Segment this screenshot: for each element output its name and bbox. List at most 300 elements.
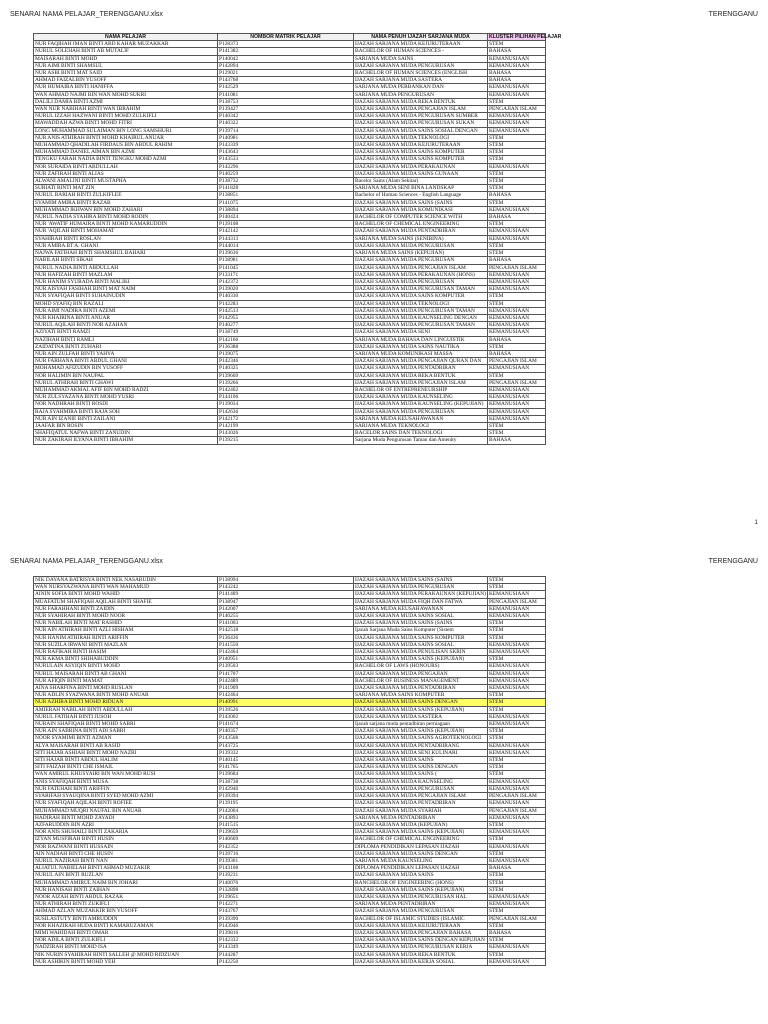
cell-nama-pelajar: JAAFAR BIN ROSIN <box>34 422 218 429</box>
table-row <box>34 307 546 314</box>
cell-nombor-matrik: P142489 <box>218 677 354 684</box>
table-row <box>34 394 546 401</box>
cell-kluster: STEM <box>488 937 546 944</box>
table-row <box>34 77 546 84</box>
cell-kluster: KEMANUSIAAN <box>488 415 546 422</box>
cell-nama-ijazah: IJAZAH SARJANA MUDA PENGAJIAN QURAN DAN <box>354 358 488 365</box>
cell-nama-pelajar: NUR FARAHHANI BINTI ZAIDIN <box>34 605 218 612</box>
table-row <box>34 228 546 235</box>
table-row <box>34 343 546 350</box>
cell-nama-ijazah: IJAZAH SARJANA MUDA SAINS (KEPUJIAN) <box>354 656 488 663</box>
table-row <box>34 944 546 951</box>
cell-nama-ijazah: SARJANA MUDA PERBANKAN DAN <box>354 84 488 91</box>
cell-nama-pelajar: MUHAMMAD AKMAL AFIF BIN MOHD RADZI <box>34 386 218 393</box>
cell-nama-pelajar: NUR FARHANA BINTI ABDUL GHANI <box>34 358 218 365</box>
cell-nama-ijazah: IJAZAH SARJANA MUDA SAINS DENGAN <box>354 850 488 857</box>
cell-nombor-matrik: P139195 <box>218 800 354 807</box>
cell-kluster: STEM <box>488 250 546 257</box>
cell-nombor-matrik: P140255 <box>218 613 354 620</box>
table-row <box>34 120 546 127</box>
cell-nama-pelajar: AZFARUDDIN BIN AZRI <box>34 821 218 828</box>
cell-nama-ijazah: IJAZAH SARJANA MUDA PENTADBIRAN <box>354 685 488 692</box>
cell-nama-ijazah: IJAZAH SARJANA MUDA SAINS ( <box>354 771 488 778</box>
table-row <box>34 278 546 285</box>
table-row <box>34 785 546 792</box>
cell-nama-pelajar: MUHAMMAD DANIEL AIMAN BIN AZMI <box>34 149 218 156</box>
cell-nama-pelajar: NUR FAQIHAH IMAN BINTI ABD KAHAR MUZAKKAR <box>34 41 218 48</box>
cell-nombor-matrik: P144313 <box>218 235 354 242</box>
cell-kluster: KEMANUSIAAN <box>488 778 546 785</box>
cell-nombor-matrik: P138981 <box>218 257 354 264</box>
cell-kluster: KEMANUSIAAN <box>488 307 546 314</box>
cell-nombor-matrik: P142513 <box>218 307 354 314</box>
cell-nombor-matrik: P143725 <box>218 742 354 749</box>
cell-kluster: KEMANUSIAAN <box>488 944 546 951</box>
cell-kluster: PENGAJIAN ISLAM <box>488 379 546 386</box>
cell-nombor-matrik: P142271 <box>218 901 354 908</box>
cell-nama-pelajar: MOHAMAD AFIZUDIN BIN YUSOFF <box>34 365 218 372</box>
cell-nama-pelajar: WAN AMIRUL KHUSYAIRI BIN WAN MOHD RUSI <box>34 771 218 778</box>
student-table-continued <box>33 576 546 966</box>
cell-nombor-matrik: P139659 <box>218 829 354 836</box>
table-row <box>34 62 546 69</box>
cell-nama-pelajar: NUR AIMI BINTI SHAMSUL <box>34 62 218 69</box>
table-row <box>34 829 546 836</box>
cell-nama-pelajar: AIN NADIAH BINTI CHE HUSIN <box>34 850 218 857</box>
cell-nama-ijazah: Bachelor of Human Sciences - English Language <box>354 192 488 199</box>
cell-nama-ijazah: BACHELOR OF CHEMICAL ENGINEERING <box>354 221 488 228</box>
cell-kluster: KEMANUSIAAN <box>488 785 546 792</box>
cell-kluster: KEMANUSIAAN <box>488 958 546 965</box>
cell-nombor-matrik: P143568 <box>218 735 354 742</box>
cell-nama-ijazah: IJAZAH SARJANA MUDA REKA BENTUK <box>354 372 488 379</box>
cell-kluster: STEM <box>488 149 546 156</box>
table-row <box>34 577 546 584</box>
cell-nama-pelajar: NUR NABILAH BINTI MAT RASHID <box>34 620 218 627</box>
table-row <box>34 106 546 113</box>
cell-nama-pelajar: NAJWA FATIHAH BINTI SHAMSHUL BAHARI <box>34 250 218 257</box>
cell-nama-ijazah: IJAZAH SARJANA MUDA PENGURUSAN <box>354 257 488 264</box>
cell-kluster: PENGAJIAN ISLAM <box>488 793 546 800</box>
cell-nama-ijazah: SARJANA MUDA PENGURUSAN <box>354 91 488 98</box>
cell-nama-pelajar: AMIERAH NABILAH BINTI ABDULLAH <box>34 706 218 713</box>
cell-nama-pelajar: ZAIDATINA BINTI ZUHARI <box>34 343 218 350</box>
cell-nama-ijazah: IJAZAH SARJANA MUDA PENTADBIRAN <box>354 228 488 235</box>
cell-nama-ijazah: IJAZAH SARJANA MUDA SAINS GUNAAN <box>354 170 488 177</box>
cell-nama-ijazah: IJAZAH SARJANA MUDA KAUNSELING DENGAN <box>354 314 488 321</box>
cell-nama-ijazah: DIPLOMA PENDIDIKAN LEPASAN IJAZAH <box>354 865 488 872</box>
cell-nama-ijazah: IJAZAH SARJANA MUDA SAINS <box>354 757 488 764</box>
cell-nama-pelajar: NUR ADLIN SYAZWANA BINTI MOHD ANUAR <box>34 692 218 699</box>
table-row <box>34 742 546 749</box>
table-row <box>34 591 546 598</box>
cell-nombor-matrik: P139669 <box>218 372 354 379</box>
table-row <box>34 322 546 329</box>
page-file-title: SENARAI NAMA PELAJAR_TERENGGANU.xlsx <box>10 558 163 565</box>
cell-kluster: STEM <box>488 922 546 929</box>
cell-nama-pelajar: AINA SHARFINA BINTI MOHD RUSLAN <box>34 685 218 692</box>
cell-nama-pelajar: NADZIRAH BINTI MOHD ISA <box>34 944 218 951</box>
cell-kluster: KEMANUSIAAN <box>488 394 546 401</box>
cell-nombor-matrik: P139034 <box>218 401 354 408</box>
cell-kluster: BAHASA <box>488 350 546 357</box>
cell-nama-pelajar: NOR ANIS SHUHAILI BINTI ZAKARIA <box>34 829 218 836</box>
table-row <box>34 641 546 648</box>
table-row <box>34 185 546 192</box>
cell-nombor-matrik: P141081 <box>218 91 354 98</box>
cell-nama-pelajar: MUHAMMAD IKHWAN BIN MOHD ZAHARI <box>34 206 218 213</box>
cell-nama-pelajar: NURUL IZZAH HAZWANI BINTI MOHD ZULKIFLI <box>34 113 218 120</box>
table-row <box>34 656 546 663</box>
cell-kluster: BAHASA <box>488 77 546 84</box>
cell-nama-ijazah: IJAZAH SARJANA MUDA PENGURUSAN TAMAN <box>354 307 488 314</box>
cell-nombor-matrik: P141674 <box>218 721 354 728</box>
cell-nama-ijazah: IJAZAH SARJANA MUDA PENTADBIRAN <box>354 365 488 372</box>
table-row <box>34 721 546 728</box>
cell-kluster: PENGAJIAN ISLAM <box>488 598 546 605</box>
cell-kluster: STEM <box>488 41 546 48</box>
page-region-label: TERENGGANU <box>708 11 758 18</box>
cell-nama-ijazah: SARJANA MUDA SENI BINA LANDSKAP <box>354 185 488 192</box>
page-number: 1 <box>754 520 758 526</box>
cell-nama-ijazah: BACELOR SAINS DAN TEKNOLOGI <box>354 430 488 437</box>
table-row <box>34 706 546 713</box>
cell-nama-ijazah: IJAZAH SARJANA MUDA SYARIAH <box>354 807 488 814</box>
cell-nama-pelajar: SHAFIQATUL NAFWA BINTI ZANUDIN <box>34 430 218 437</box>
cell-nombor-matrik: P144014 <box>218 242 354 249</box>
cell-nama-pelajar: NOR HALIMIN BIN NAUPAL <box>34 372 218 379</box>
cell-nama-pelajar: MUHAMMAD QHADILAH FIRDAUS BIN ABDUL RAHIM <box>34 142 218 149</box>
cell-nama-pelajar: NABILAH BINTI SIKAH <box>34 257 218 264</box>
cell-nama-ijazah: IJAZAH SARJANA MUDA PENTADBIRAN <box>354 800 488 807</box>
cell-kluster: BAHASA <box>488 192 546 199</box>
cell-nama-pelajar: SITI HAJAR ASHIAH BINTI MOHD NAZRI <box>34 749 218 756</box>
cell-nama-ijazah: IJAZAH SARJANA MUDA PENGURUSAN KERJA <box>354 944 488 951</box>
cell-nama-pelajar: NUR 'AQILAH BINTI MOHAMAT <box>34 228 218 235</box>
cell-kluster: STEM <box>488 242 546 249</box>
table-row <box>34 422 546 429</box>
cell-kluster: BAHASA <box>488 48 546 55</box>
cell-nama-pelajar: NUR KHAIRINA BINTI ANUAR <box>34 314 218 321</box>
cell-kluster: KEMANUSIAAN <box>488 228 546 235</box>
cell-nombor-matrik: P143242 <box>218 584 354 591</box>
table-row <box>34 670 546 677</box>
cell-nama-pelajar: WAN AHMAD NAJMI BIN WAN MOHD SUKRI <box>34 91 218 98</box>
cell-nama-pelajar: NUR FATEHAH BINTI ARIFFIN <box>34 785 218 792</box>
cell-nama-pelajar: AHMAD FAIZALBIN YUSOFF <box>34 77 218 84</box>
cell-nama-pelajar: SYARIFAH SYAUQINA BINTI SYED MOHD AZMI <box>34 793 218 800</box>
cell-kluster: BAHASA <box>488 336 546 343</box>
cell-nama-ijazah: SARJANA MUDA SAINS KOMPUTER <box>354 692 488 699</box>
cell-nombor-matrik: P142172 <box>218 415 354 422</box>
table-row <box>34 264 546 271</box>
cell-nama-pelajar: NUR AMIRA BT A. GHANI <box>34 242 218 249</box>
cell-nombor-matrik: P142007 <box>218 605 354 612</box>
cell-nama-pelajar: ALIATUL NABIELAH BINTI AHMAD MUZAKIR <box>34 865 218 872</box>
cell-kluster: STEM <box>488 764 546 771</box>
cell-nombor-matrik: P142402 <box>218 386 354 393</box>
cell-nombor-matrik: P142004 <box>218 807 354 814</box>
cell-kluster: KEMANUSIAAN <box>488 857 546 864</box>
sheet-page-2 <box>0 555 768 1024</box>
cell-nama-pelajar: SUSILASTUTY BINTI AMRUDDIN <box>34 915 218 922</box>
cell-nama-pelajar: NUR ZAFIRAH BINTI ALIAS <box>34 170 218 177</box>
cell-kluster: STEM <box>488 185 546 192</box>
cell-nama-pelajar: NURAIN SHAFIQAH BINTI MOHD SABRI <box>34 721 218 728</box>
cell-nama-ijazah: SARJANA MUDA TEKNOLOGI <box>354 422 488 429</box>
cell-kluster: STEM <box>488 735 546 742</box>
cell-nama-ijazah: IJAZAH SARJANA MUDA SAINS KOMPUTER <box>354 156 488 163</box>
cell-nombor-matrik: P139716 <box>218 850 354 857</box>
cell-nama-ijazah: IJAZAH SARJANA MUDA SAINS (SAINS <box>354 620 488 627</box>
table-row <box>34 800 546 807</box>
table-row <box>34 365 546 372</box>
cell-nama-pelajar: WAN NURSYAZWANA BINTI WAN MAHAMUD <box>34 584 218 591</box>
table-row <box>34 250 546 257</box>
cell-nama-ijazah: IJAZAH SARJANA MUDA PENGURUSAN <box>354 785 488 792</box>
cell-kluster: STEM <box>488 728 546 735</box>
cell-nombor-matrik: P140076 <box>218 879 354 886</box>
cell-kluster: STEM <box>488 656 546 663</box>
cell-kluster: STEM <box>488 422 546 429</box>
cell-nombor-matrik: P141765 <box>218 764 354 771</box>
cell-kluster: KEMANUSIAAN <box>488 91 546 98</box>
cell-nama-ijazah: IJAZAH SARJANA MUDA PENGURUSAN <box>354 278 488 285</box>
table-row <box>34 358 546 365</box>
cell-nama-ijazah: IJAZAH SARJANA MUDA KAUNSELING (KEPUJIAN) <box>354 401 488 408</box>
table-row <box>34 401 546 408</box>
table-row <box>34 613 546 620</box>
cell-kluster: STEM <box>488 577 546 584</box>
table-header-row <box>34 34 546 41</box>
cell-kluster: KEMANUSIAAN <box>488 329 546 336</box>
cell-nama-pelajar: NOR SURAIDA BINTI ABDULLAH <box>34 163 218 170</box>
cell-nama-pelajar: NUR HANIM ATHIRAH BINTI ARIFFIN <box>34 634 218 641</box>
cell-nombor-matrik: P139816 <box>218 929 354 936</box>
cell-nama-pelajar: MAISARAH BINTI MOHD <box>34 55 218 62</box>
cell-kluster: STEM <box>488 699 546 706</box>
table-row <box>34 214 546 221</box>
cell-kluster: KEMANUSIAAN <box>488 286 546 293</box>
cell-nombor-matrik: P143533 <box>218 156 354 163</box>
table-row <box>34 300 546 307</box>
cell-nama-ijazah: IJAZAH SARJANA MUDA SENI KULINARI <box>354 749 488 756</box>
cell-kluster: STEM <box>488 372 546 379</box>
cell-nama-pelajar: NUR SUZILA IRWANI BINTI MAZLAN <box>34 641 218 648</box>
cell-nama-ijazah: IJAZAH SARJANA MUDA PENGURUSAN HAL <box>354 893 488 900</box>
cell-nama-ijazah: IJAZAH SARJANA MUDA PERAKAUNAN (HONS) <box>354 271 488 278</box>
cell-kluster: BAHASA <box>488 437 546 444</box>
cell-nombor-matrik: P139266 <box>218 379 354 386</box>
cell-kluster: STEM <box>488 836 546 843</box>
cell-kluster: KEMANUSIAAN <box>488 120 546 127</box>
cell-nama-ijazah: IJAZAH SARJANA MUDA SAINS DENGAN <box>354 764 488 771</box>
cell-nama-pelajar: TENGKU FARAH NADIA BINTI TENGKU MOHD AZMI <box>34 156 218 163</box>
table-row <box>34 271 546 278</box>
table-row <box>34 386 546 393</box>
cell-nama-pelajar: SURIATI BINTI MAT ZIN <box>34 185 218 192</box>
cell-nombor-matrik: P141550 <box>218 641 354 648</box>
cell-kluster: STEM <box>488 430 546 437</box>
cell-nama-ijazah: IJAZAH SARJANA MUDA PENGURUSAN TAMAN <box>354 322 488 329</box>
cell-nama-ijazah: Bacelor Sains (Alam Sekitar) <box>354 178 488 185</box>
table-row <box>34 793 546 800</box>
table-row <box>34 235 546 242</box>
table-row <box>34 886 546 893</box>
table-row <box>34 929 546 936</box>
cell-nombor-matrik: P140669 <box>218 836 354 843</box>
cell-kluster: KEMANUSIAAN <box>488 649 546 656</box>
cell-nama-pelajar: NURUL FATIHAH BINTI JUSOH <box>34 713 218 720</box>
cell-kluster: STEM <box>488 584 546 591</box>
cell-kluster: STEM <box>488 293 546 300</box>
cell-nama-ijazah: BACHELOR OF ISLAMIC STUDIES (ISLAMIC <box>354 915 488 922</box>
cell-nombor-matrik: P142199 <box>218 422 354 429</box>
cell-kluster: BAHASA <box>488 865 546 872</box>
cell-nama-ijazah: IJAZAH SARJANA MUDA REKA BENTUK <box>354 98 488 105</box>
cell-nombor-matrik: P142464 <box>218 692 354 699</box>
page-file-title: SENARAI NAMA PELAJAR_TERENGGANU.xlsx <box>10 11 163 18</box>
table-row <box>34 692 546 699</box>
cell-nama-ijazah: IJAZAH SARJANA MUDA PERAKAUNAN <box>354 163 488 170</box>
cell-nombor-matrik: P138749 <box>218 329 354 336</box>
cell-kluster: KEMANUSIAAN <box>488 113 546 120</box>
cell-nombor-matrik: P142955 <box>218 314 354 321</box>
cell-nama-ijazah: IJAZAH SARJANA MUDA PENGURUSAN <box>354 908 488 915</box>
table-row <box>34 415 546 422</box>
table-row <box>34 170 546 177</box>
table-row <box>34 257 546 264</box>
cell-nombor-matrik: P139075 <box>218 350 354 357</box>
cell-nombor-matrik: P139636 <box>218 250 354 257</box>
cell-nama-ijazah: IJAZAH SARJANA MUDA PENGAJIAN <box>354 670 488 677</box>
cell-nombor-matrik: P142940 <box>218 785 354 792</box>
cell-nama-ijazah: IJAZAH SARJANA MUDA KERJA SOSIAL <box>354 958 488 965</box>
cell-nama-pelajar: NUR ASBI BINTI MAT SAID <box>34 70 218 77</box>
cell-nama-pelajar: NOOR SYAMIMI BINTI AZMAN <box>34 735 218 742</box>
cell-nombor-matrik: P139503 <box>218 663 354 670</box>
table-row <box>34 771 546 778</box>
cell-nombor-matrik: P140981 <box>218 134 354 141</box>
cell-nama-pelajar: NUR ANIS ATHIRAH BINTI MOHD KHAIRUL ANUAR <box>34 134 218 141</box>
cell-nombor-matrik: P141075 <box>218 199 354 206</box>
cell-kluster: KEMANUSIAAN <box>488 591 546 598</box>
cell-nombor-matrik: P142332 <box>218 937 354 944</box>
cell-nombor-matrik: P139231 <box>218 872 354 879</box>
cell-nama-ijazah: IJAZAH SARJANA MUDA SAINS KOMPUTER <box>354 293 488 300</box>
cell-nombor-matrik: P143643 <box>218 149 354 156</box>
cell-nombor-matrik: P140330 <box>218 293 354 300</box>
table-row <box>34 314 546 321</box>
cell-nombor-matrik: P143768 <box>218 77 354 84</box>
cell-nama-ijazah: IJAZAH SARJANA MUDA REKA BENTUK <box>354 951 488 958</box>
table-row <box>34 728 546 735</box>
cell-kluster: KEMANUSIAAN <box>488 235 546 242</box>
cell-nama-ijazah: Ijazah Sarjana Muda Sains Komputer (Sistem <box>354 627 488 634</box>
cell-nombor-matrik: P132898 <box>218 886 354 893</box>
cell-kluster: KEMANUSIAAN <box>488 901 546 908</box>
table-row <box>34 649 546 656</box>
cell-kluster: BAHASA <box>488 257 546 264</box>
cell-nama-pelajar: NUR HANISAH BINTI ZAIHAN <box>34 886 218 893</box>
table-row <box>34 663 546 670</box>
cell-nama-pelajar: NUR AZHIRA BINTI MOHD RIDUAN <box>34 699 218 706</box>
cell-nama-ijazah: IJAZAH SARJANA MUDA SAINS SOSIAL <box>354 641 488 648</box>
cell-kluster: STEM <box>488 850 546 857</box>
cell-nama-pelajar: NUR HAFIZAH BINTI MAZLAM <box>34 271 218 278</box>
cell-nama-pelajar: NUR AIN IZANIE BINTI ZAILANI <box>34 415 218 422</box>
cell-nama-ijazah: IJAZAH SARJANA MUDA SAINS SOSIAL DENGAN <box>354 127 488 134</box>
cell-nama-pelajar: MUHAMMAD MUQRI NAUFAL BIN ANUAR <box>34 807 218 814</box>
cell-kluster: KEMANUSIAAN <box>488 749 546 756</box>
cell-kluster: STEM <box>488 879 546 886</box>
cell-nama-pelajar: DALILI DAMIA BINTI AZMI <box>34 98 218 105</box>
cell-nama-ijazah: SARJANA MUDA PENTADBIRAN <box>354 814 488 821</box>
cell-nombor-matrik: P141489 <box>218 591 354 598</box>
cell-kluster: STEM <box>488 156 546 163</box>
cell-nama-ijazah: IJAZAH SARJANA MUDA SAINS (SAINS <box>354 577 488 584</box>
cell-nama-pelajar: MAWADDAH AZWA BINTI MOHD FITRI <box>34 120 218 127</box>
cell-nama-pelajar: NUR ASHIKIN BINTI MOHD YEH <box>34 958 218 965</box>
cell-nama-ijazah: IJAZAH SARJANA MUDA KOMUNIKASI <box>354 206 488 213</box>
cell-nama-pelajar: NOR NADHRAH BINTI ROSDI <box>34 401 218 408</box>
table-row <box>34 778 546 785</box>
table-row <box>34 757 546 764</box>
cell-nama-ijazah: BACHELOR OF ENTREPRENEURSHIP <box>354 386 488 393</box>
cell-nama-pelajar: NUR SYAFIQAH AQILAH BINTI ROFIEE <box>34 800 218 807</box>
cell-nama-ijazah: IJAZAH SARJANA MUDA FIQH DAN FATWA <box>354 598 488 605</box>
cell-nombor-matrik: P138947 <box>218 598 354 605</box>
table-row <box>34 242 546 249</box>
cell-nama-ijazah: IJAZAH SARJANA MUDA SAINS SOSIAL <box>354 613 488 620</box>
cell-nama-pelajar: WAN NUR NABIHAH BINTI WAN IBRAHIM <box>34 106 218 113</box>
table-row <box>34 127 546 134</box>
cell-kluster: BAHASA <box>488 929 546 936</box>
cell-nama-ijazah: SARJANA MUDA SAINS (SENIBINA) <box>354 235 488 242</box>
cell-nama-ijazah: IJAZAH SARJANA MUDA PENGURUSAN TAMAN <box>354 286 488 293</box>
table-row <box>34 84 546 91</box>
table-row <box>34 372 546 379</box>
cell-kluster: KEMANUSIAAN <box>488 893 546 900</box>
table-row <box>34 142 546 149</box>
cell-nama-ijazah: BANCHELOR OF ENGINEERING (HONS) <box>354 879 488 886</box>
cell-kluster: KEMANUSIAAN <box>488 365 546 372</box>
cell-nama-pelajar: SITI HAJAR BINTI ABDUL HALIM <box>34 757 218 764</box>
cell-kluster: KEMANUSIAAN <box>488 62 546 69</box>
cell-nama-pelajar: NURUL NADIA BINTI ABDULLAH <box>34 264 218 271</box>
cell-nama-pelajar: SYAMIM AMIRA BINTI RAZAB <box>34 199 218 206</box>
cell-nama-ijazah: SARJANA MUDA KEUSAHAWANAN <box>354 605 488 612</box>
cell-nama-ijazah: IJAZAH SARJANA MUDA PERAKAUNAN (KEPUJIAN) <box>355 591 486 598</box>
cell-nama-ijazah: IJAZAH SARJANA MUDA SAINS <box>354 872 488 879</box>
cell-nama-ijazah: SARJANA MUDA BAHASA DAN LINGUISTIK <box>354 336 488 343</box>
cell-kluster: STEM <box>488 221 546 228</box>
cell-kluster: KEMANUSIAAN <box>488 677 546 684</box>
cell-nombor-matrik: P139215 <box>218 437 354 444</box>
cell-nombor-matrik: P138732 <box>218 178 354 185</box>
cell-kluster: STEM <box>488 343 546 350</box>
cell-nama-pelajar: NURULAIN ASYIQIN BINTI MOHD <box>34 663 218 670</box>
cell-nama-pelajar: ALWANI AMALINI BINTI MUSTAPHA <box>34 178 218 185</box>
cell-kluster: KEMANUSIAAN <box>488 721 546 728</box>
cell-kluster: STEM <box>488 757 546 764</box>
table-row <box>34 713 546 720</box>
cell-nama-pelajar: NUR HANIM SYURADA BINTI MALIKI <box>34 278 218 285</box>
table-row <box>34 149 546 156</box>
cell-nombor-matrik: P142296 <box>218 163 354 170</box>
table-row <box>34 872 546 879</box>
table-row <box>34 584 546 591</box>
